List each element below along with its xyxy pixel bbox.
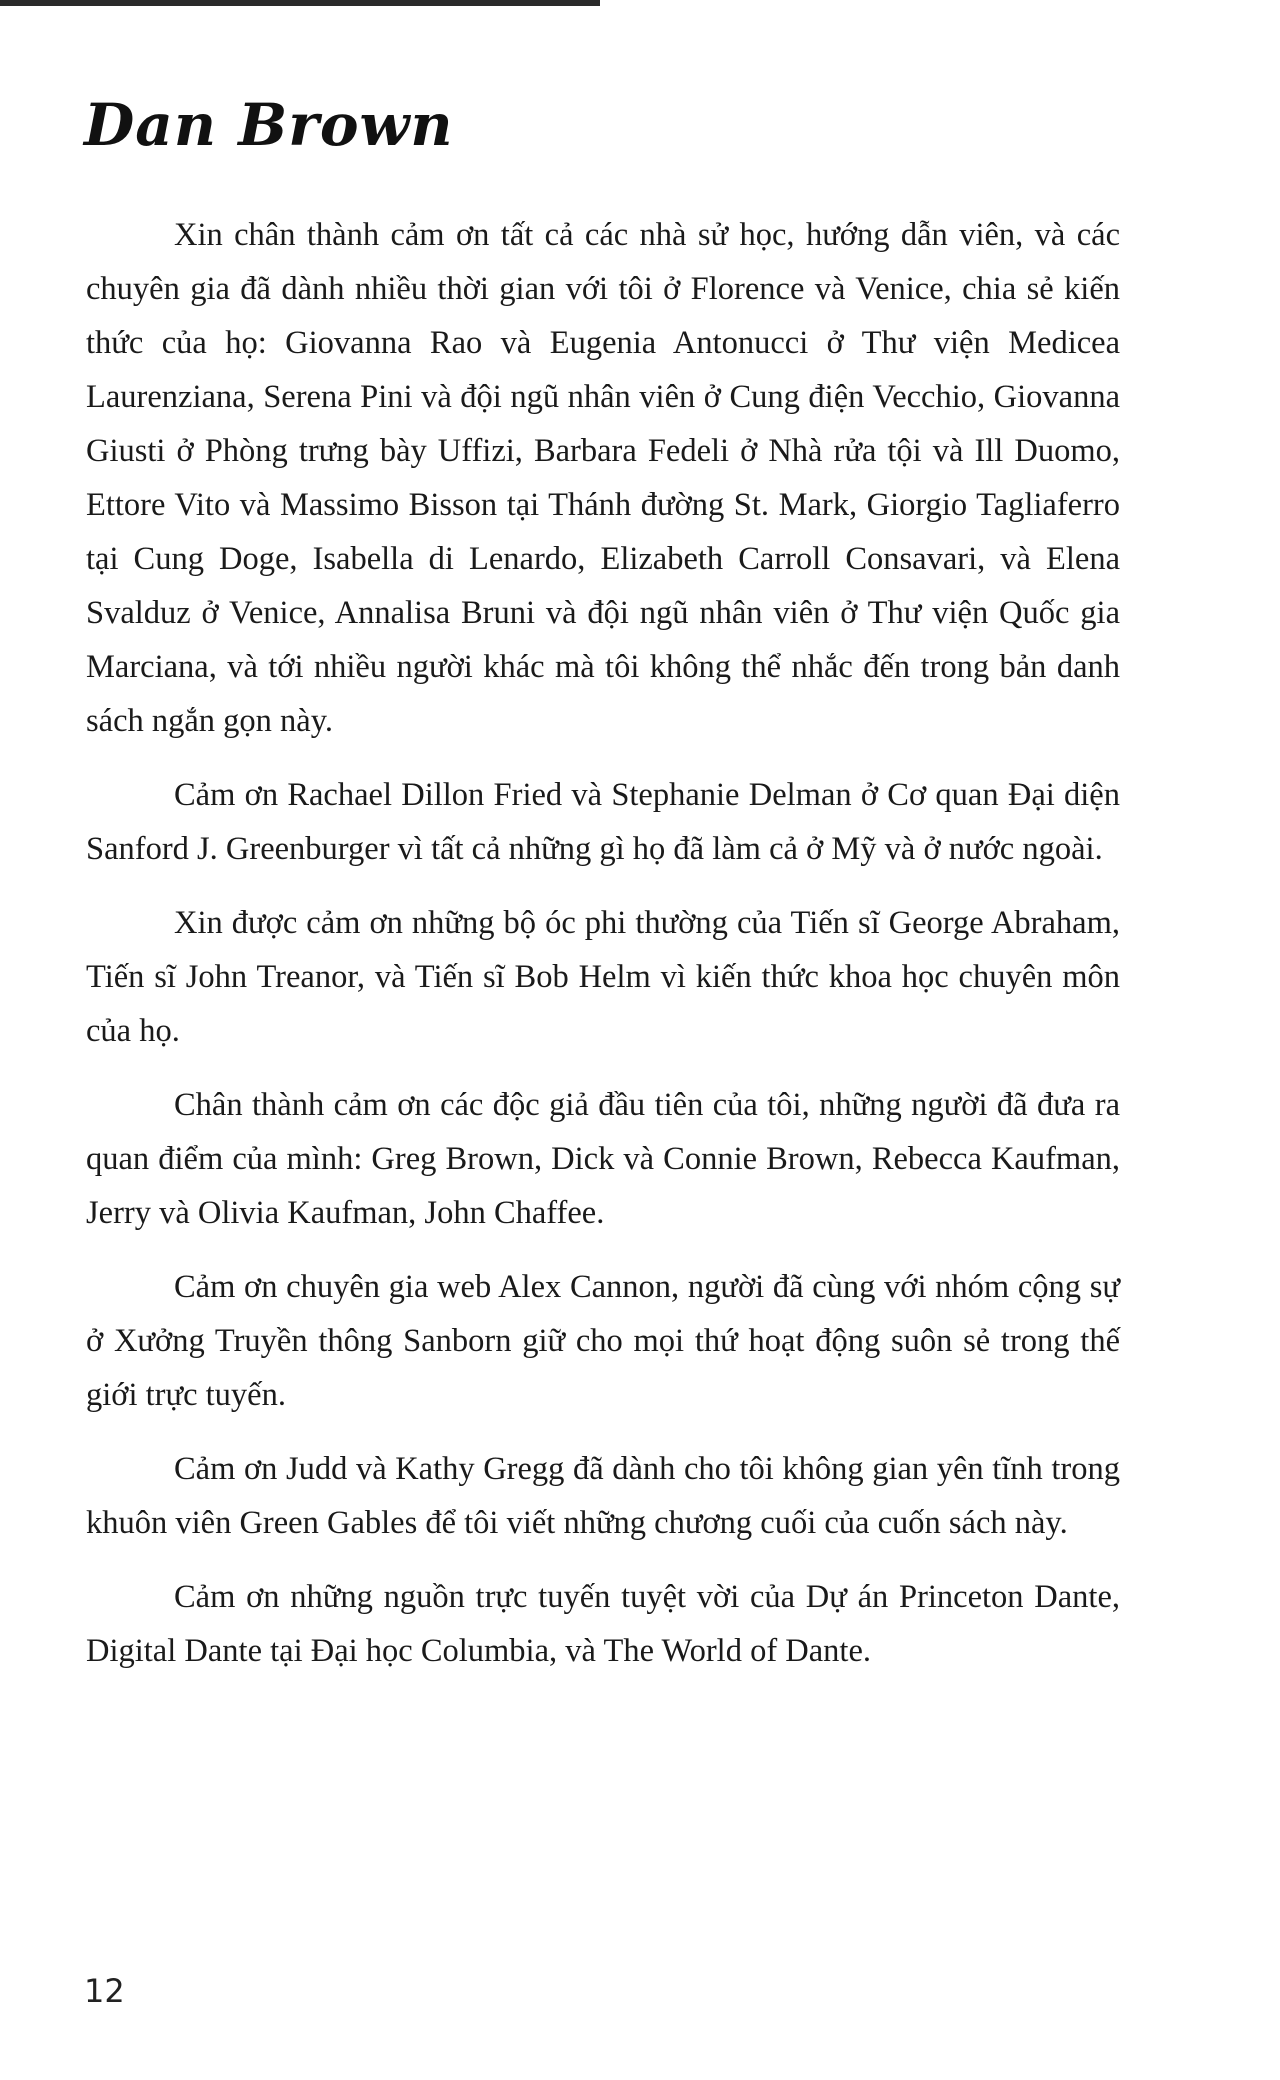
page-number: 12 <box>84 1972 125 2010</box>
paragraph: Cảm ơn những nguồn trực tuyến tuyệt vời của Dự án Princeton Dante, Digital Dante tại Đại học Columbia, và The World of Dante. <box>86 1579 1120 1669</box>
paragraph: Cảm ơn Rachael Dillon Fried và Stephanie Delman ở Cơ quan Đại diện Sanford J. Greenburger vì tất cả những gì họ đã làm cả ở Mỹ và ở nước ngoài. <box>86 777 1120 867</box>
running-header-author: Dan Brown <box>84 91 454 159</box>
paragraph: Xin chân thành cảm ơn tất cả các nhà sử học, hướng dẫn viên, và các chuyên gia đã dành nhiều thời gian với tôi ở Florence và Venice, chia sẻ kiến thức của họ: Giovanna Rao và Eugenia Antonucci ở Thư viện Medicea Laurenziana, Serena Pini và đội ngũ nhân viên ở Cung điện Vecchio, Giovanna Giusti ở Phòng trưng bày Uffizi, Barbara Fedeli ở Nhà rửa tội và Ill Duomo, Ettore Vito và Massimo Bisson tại Thánh đường St. Mark, Giorgio Tagliaferro tại Cung Doge, Isabella di Lenardo, Elizabeth Carroll Consavari, và Elena Svalduz ở Venice, Annalisa Bruni và đội ngũ nhân viên ở Thư viện Quốc gia Marciana, và tới nhiều người khác mà tôi không thể nhắc đến trong bản danh sách ngắn gọn này. <box>86 217 1120 739</box>
page-top-edge <box>0 0 600 6</box>
paragraph: Xin được cảm ơn những bộ óc phi thường của Tiến sĩ George Abraham, Tiến sĩ John Treanor, và Tiến sĩ Bob Helm vì kiến thức khoa học chuyên môn của họ. <box>86 905 1120 1049</box>
paragraph: Cảm ơn Judd và Kathy Gregg đã dành cho tôi không gian yên tĩnh trong khuôn viên Green Gables để tôi viết những chương cuối của cuốn sách này. <box>86 1451 1120 1541</box>
body-text <box>86 208 1120 1698</box>
paragraph: Cảm ơn chuyên gia web Alex Cannon, người đã cùng với nhóm cộng sự ở Xưởng Truyền thông Sanborn giữ cho mọi thứ hoạt động suôn sẻ trong thế giới trực tuyến. <box>86 1269 1120 1413</box>
paragraph: Chân thành cảm ơn các độc giả đầu tiên của tôi, những người đã đưa ra quan điểm của mình: Greg Brown, Dick và Connie Brown, Rebecca Kaufman, Jerry và Olivia Kaufman, John Chaffee. <box>86 1087 1120 1231</box>
